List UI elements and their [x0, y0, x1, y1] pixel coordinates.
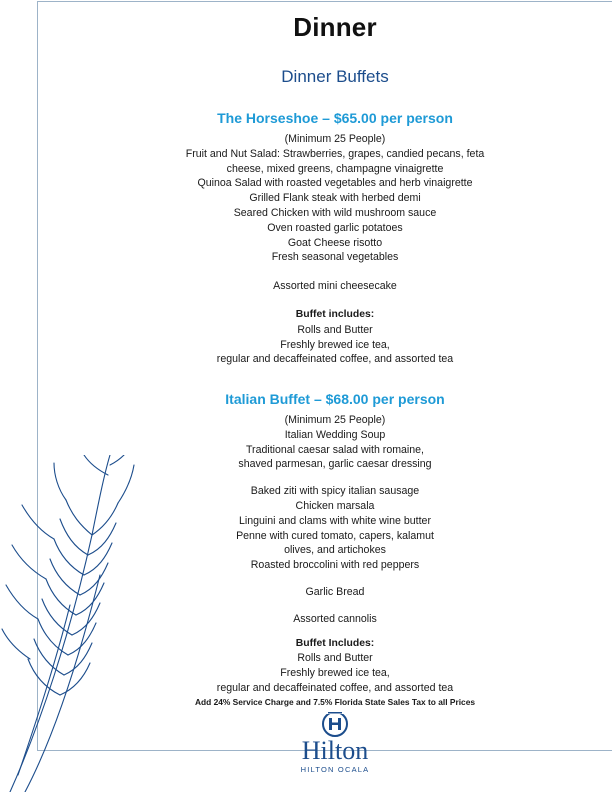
logo-wordmark: Hilton [301, 736, 369, 765]
wheat-illustration [0, 455, 150, 792]
menu-content [130, 0, 540, 792]
menu-line: Italian Wedding Soup [284, 428, 386, 441]
menu-line: Grilled Flank steak with herbed demi [249, 192, 421, 205]
italian-section [130, 391, 540, 696]
menu-line: Fruit and Nut Salad: Strawberries, grapes, candied pecans, feta [185, 147, 485, 160]
includes-title: Buffet includes: [295, 308, 375, 320]
includes-line: Freshly brewed ice tea, [280, 667, 390, 680]
menu-line: Traditional caesar salad with romaine, [245, 443, 425, 456]
footer-note: Add 24% Service Charge and 7.5% Florida State Sales Tax to all Prices [194, 697, 476, 707]
includes-line: Rolls and Butter [297, 323, 373, 336]
includes-line: Freshly brewed ice tea, [280, 338, 390, 351]
menu-line: Linguini and clams with white wine butter [239, 514, 431, 527]
menu-line: Chicken marsala [295, 499, 375, 512]
menu-line: Goat Cheese risotto [287, 236, 383, 249]
menu-line: shaved parmesan, garlic caesar dressing [238, 458, 432, 471]
hilton-h-logo-icon [320, 710, 350, 738]
section-title: Italian Buffet – $68.00 per person [225, 391, 445, 407]
includes-line: regular and decaffeinated coffee, and assorted tea [216, 353, 454, 366]
dessert-line: Assorted cannolis [293, 612, 377, 625]
page-title: Dinner [293, 12, 377, 42]
includes-line: Rolls and Butter [297, 652, 373, 665]
menu-line: olives, and artichokes [284, 544, 386, 557]
menu-line: (Minimum 25 People) [284, 414, 386, 426]
bread-line: Garlic Bread [305, 585, 365, 598]
section-title: The Horseshoe – $65.00 per person [217, 110, 453, 126]
menu-line: (Minimum 25 People) [284, 133, 386, 145]
menu-line: Penne with cured tomato, capers, kalamut [236, 529, 434, 542]
menu-line: Baked ziti with spicy italian sausage [250, 485, 420, 498]
menu-line: Roasted broccolini with red peppers [250, 559, 420, 572]
page-subtitle: Dinner Buffets [281, 67, 389, 86]
logo-location: HILTON OCALA [300, 765, 370, 774]
menu-line: Oven roasted garlic potatoes [267, 221, 403, 234]
horseshoe-section [130, 110, 540, 367]
includes-line: regular and decaffeinated coffee, and assorted tea [216, 681, 454, 694]
menu-line: Seared Chicken with wild mushroom sauce [233, 206, 437, 219]
menu-line: Quinoa Salad with roasted vegetables and herb vinaigrette [197, 177, 473, 190]
dessert-line: Assorted mini cheesecake [273, 280, 397, 293]
hilton-logo [130, 710, 540, 774]
menu-line: Fresh seasonal vegetables [271, 251, 399, 264]
menu-line: cheese, mixed greens, champagne vinaigrette [226, 162, 444, 175]
includes-title: Buffet Includes: [295, 637, 375, 649]
